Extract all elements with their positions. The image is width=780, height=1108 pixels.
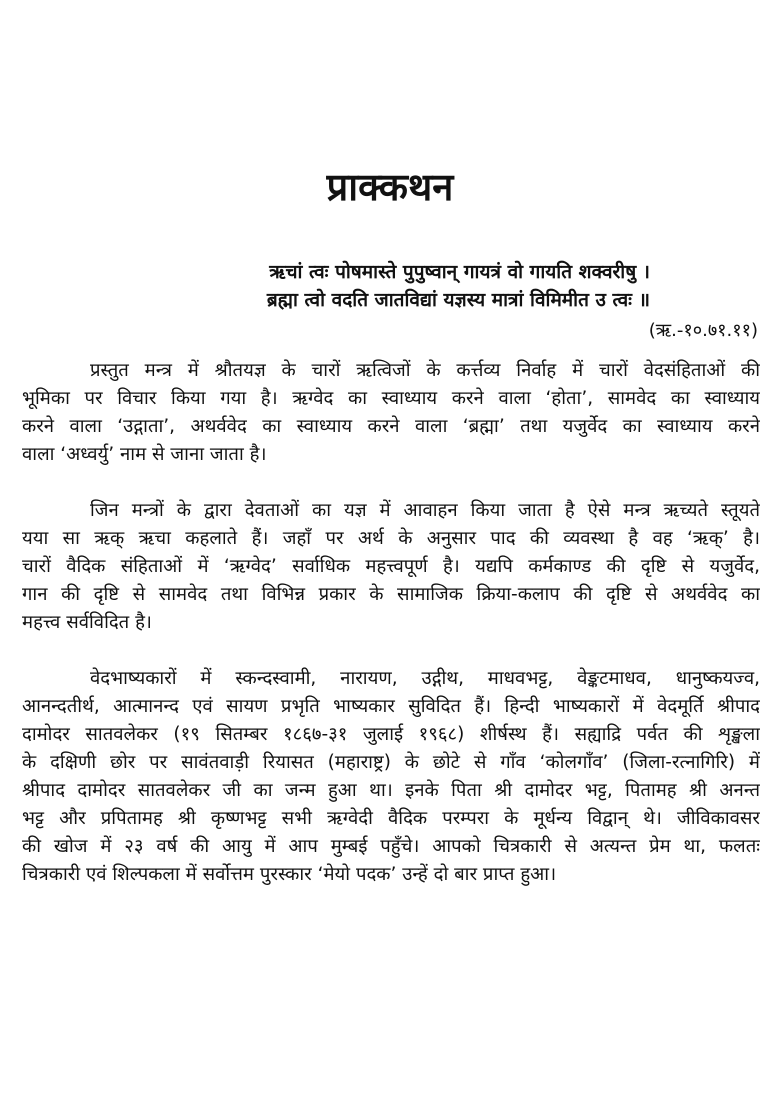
paragraph-1 <box>22 357 760 469</box>
paragraph-2 <box>22 497 760 637</box>
text-line: करने वाला ‘उद्गाता’, अथर्ववेद का स्वाध्याय करने वाला ‘ब्रह्मा’ तथा यजुर्वेद का स्वाध्याय करने <box>22 416 760 437</box>
text-line: भूमिका पर विचार किया गया है। ऋग्वेद का स्वाध्याय करने वाला ‘होता’, सामवेद का स्वाध्याय <box>22 388 760 409</box>
verse-line-1: ऋचां त्वः पोषमास्ते पुपुष्वान् गायत्रं वो गायति शक्वरीषु । <box>269 261 650 283</box>
text-line: श्रीपाद दामोदर सातवलेकर जी का जन्म हुआ था। इनके पिता श्री दामोदर भट्ट, पितामह श्री अनन्त <box>22 780 760 801</box>
page-title: प्राक्कथन <box>326 165 454 209</box>
text-line: चित्रकारी एवं शिल्पकला में सर्वोत्तम पुरस्कार ‘मेयो पदक’ उन्हें दो बार प्राप्त हुआ। <box>22 864 557 885</box>
text-line: प्रस्तुत मन्त्र में श्रौतयज्ञ के चारों ऋत्विजों के कर्त्तव्य निर्वाह में चारों वेदसंहिताओं की <box>90 360 760 381</box>
verse-reference: (ऋ.-१०.७१.११) <box>648 320 758 341</box>
text-line: भट्ट और प्रपितामह श्री कृष्णभट्ट सभी ऋग्वेदी वैदिक परम्परा के मूर्धन्य विद्वान् थे। जीविकावसर <box>22 808 760 829</box>
text-line: जिन मन्त्रों के द्वारा देवताओं का यज्ञ में आवाहन किया जाता है ऐसे मन्त्र ऋच्यते स्तूयते <box>90 500 760 521</box>
text-line: दामोदर सातवलेकर (१९ सितम्बर १८६७-३१ जुलाई १९६८) शीर्षस्थ हैं। सह्याद्रि पर्वत की शृङ्खला <box>22 724 760 745</box>
text-line: चारों वैदिक संहिताओं में ‘ऋग्वेद’ सर्वाधिक महत्त्वपूर्ण है। यद्यपि कर्मकाण्ड की दृष्टि से यजुर्वेद, <box>22 556 760 577</box>
text-line: आनन्दतीर्थ, आत्मानन्द एवं सायण प्रभृति भाष्यकार सुविदित हैं। हिन्दी भाष्यकारों में वेदमूर्ति श्रीपाद <box>22 696 760 717</box>
text-line: महत्त्व सर्वविदित है। <box>22 612 152 633</box>
text-line: के दक्षिणी छोर पर सावंतवाड़ी रियासत (महाराष्ट्र) के छोटे से गाँव ‘कोलगाँव’ (जिला-रत्नागिरि) में <box>22 752 760 773</box>
text-line: वेदभाष्यकारों में स्कन्दस्वामी, नारायण, उद्गीथ, माधवभट्ट, वेङ्कटमाधव, धानुष्कयज्व, <box>90 668 760 689</box>
text-line: गान की दृष्टि से सामवेद तथा विभिन्न प्रकार के सामाजिक क्रिया-कलाप की दृष्टि से अथर्ववेद का <box>22 584 760 605</box>
text-line: यया सा ऋक् ऋचा कहलाते हैं। जहाँ पर अर्थ के अनुसार पाद की व्यवस्था है वह ‘ऋक्’ है। <box>22 528 760 549</box>
text-line: वाला ‘अध्वर्यु’ नाम से जाना जाता है। <box>22 444 267 465</box>
verse-line-2: ब्रह्मा त्वो वदति जातविद्यां यज्ञस्य मात्रां विमिमीत उ त्वः ॥ <box>266 289 650 311</box>
text-line: की खोज में २३ वर्ष की आयु में आप मुम्बई पहुँचे। आपको चित्रकारी से अत्यन्त प्रेम था, फलतः <box>22 836 760 857</box>
paragraph-3 <box>22 665 760 889</box>
